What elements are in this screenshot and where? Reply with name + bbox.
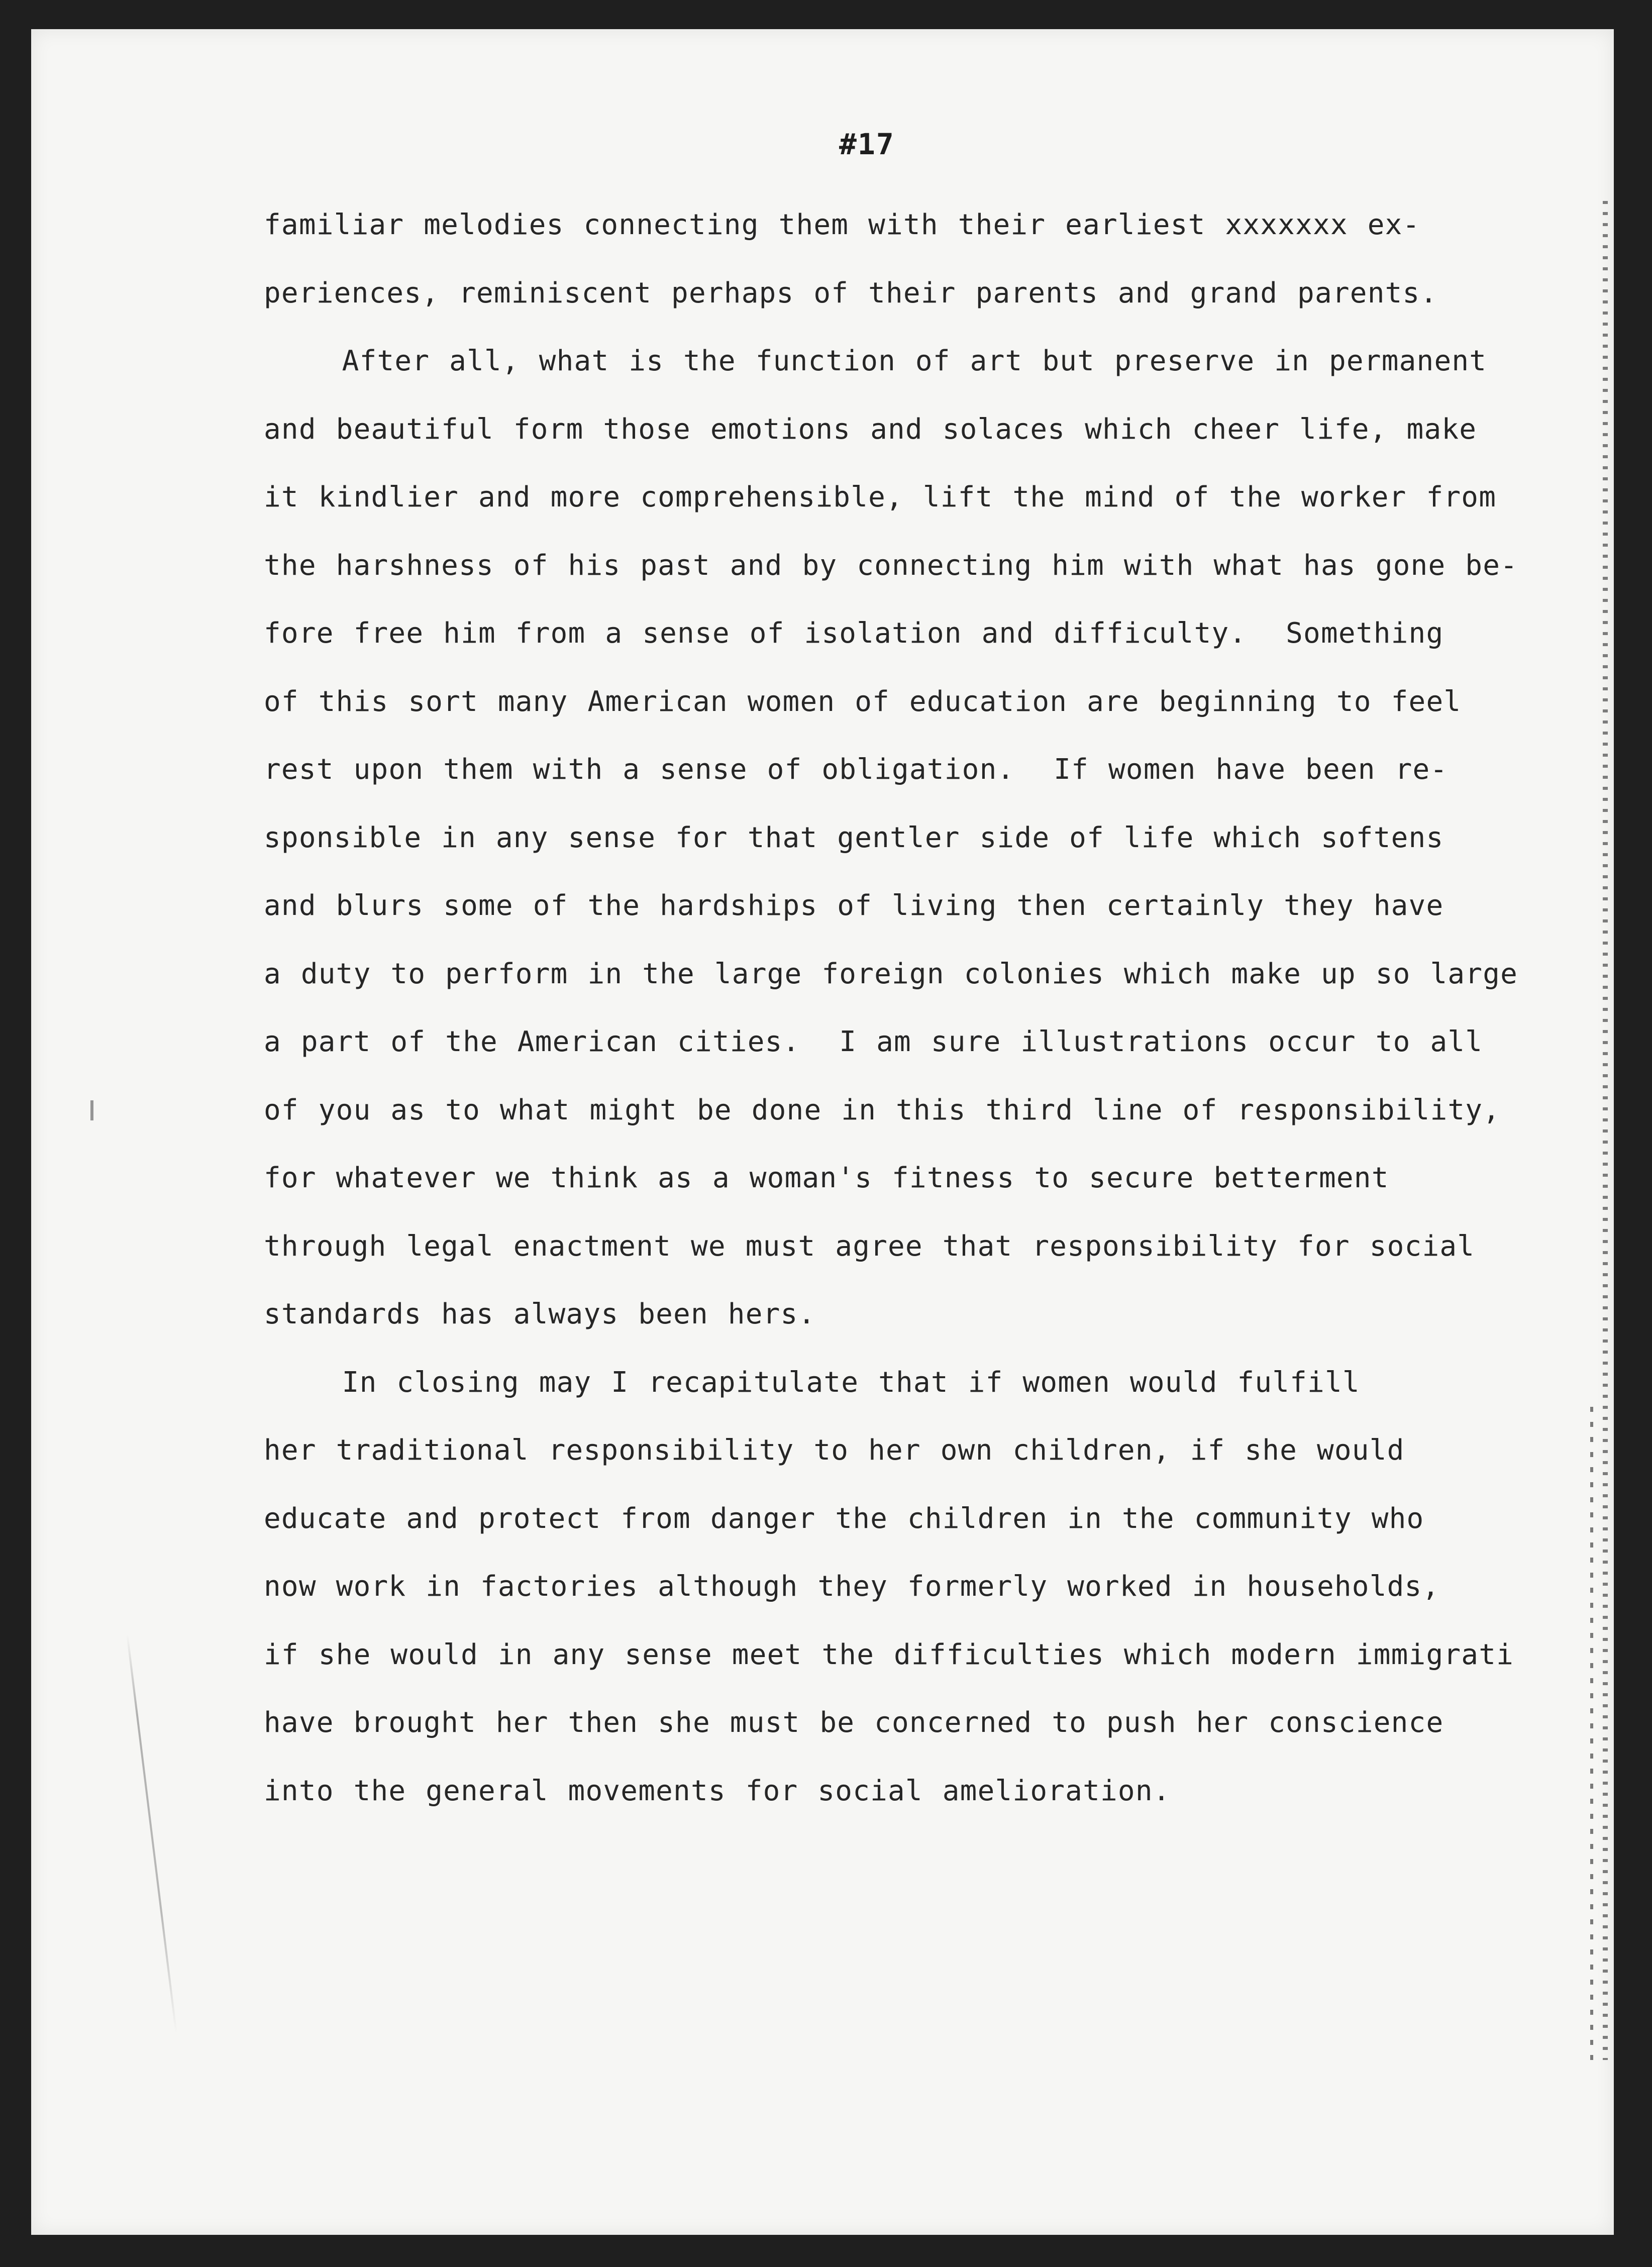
text-line: standards has always been hers. — [264, 1298, 816, 1330]
page-number: #17 — [839, 127, 895, 161]
text-line: periences, reminiscent perhaps of their parents and grand parents. — [264, 276, 1438, 310]
text-line: rest upon them with a sense of obligation. If women have been re- — [264, 753, 1448, 786]
text-line: her traditional responsibility to her own children, if she would — [264, 1434, 1405, 1467]
text-line: sponsible in any sense for that gentler side of life which softens — [264, 821, 1444, 854]
text-line: have brought her then she must be concerned to push her conscience — [264, 1706, 1444, 1739]
text-line: into the general movements for social amelioration. — [264, 1774, 1171, 1807]
text-line: a duty to perform in the large foreign colonies which make up so large — [264, 957, 1518, 990]
text-line: through legal enactment we must agree that responsibility for social — [264, 1229, 1475, 1263]
text-line: the harshness of his past and by connecting him with what has gone be- — [264, 549, 1518, 582]
text-line: After all, what is the function of art but preserve in permanent — [264, 345, 1487, 377]
text-line: educate and protect from danger the children in the community who — [264, 1502, 1424, 1535]
text-line: of you as to what might be done in this third line of responsibility, — [264, 1093, 1501, 1126]
text-line: if she would in any sense meet the difficulties which modern immigrati — [264, 1638, 1514, 1671]
text-line: a part of the American cities. I am sure illustrations occur to all — [264, 1025, 1483, 1058]
text-line: it kindlier and more comprehensible, lift the mind of the worker from — [264, 481, 1497, 513]
text-line: In closing may I recapitulate that if women would fulfill — [264, 1366, 1360, 1399]
text-line: familiar melodies connecting them with their earliest xxxxxxx ex- — [264, 209, 1420, 241]
body-text — [264, 191, 1590, 1825]
binder-edge-marks-lower — [1590, 1407, 1593, 2060]
text-line: fore free him from a sense of isolation and difficulty. Something — [264, 617, 1444, 650]
text-line: now work in factories although they formerly worked in households, — [264, 1570, 1440, 1603]
margin-tick-mark — [90, 1100, 93, 1120]
text-line: and beautiful form those emotions and solaces which cheer life, make — [264, 413, 1477, 446]
text-line: for whatever we think as a woman's fitness to secure betterment — [264, 1162, 1389, 1194]
binder-edge-marks — [1603, 201, 1608, 2060]
text-line: of this sort many American women of education are beginning to feel — [264, 685, 1462, 718]
text-line: and blurs some of the hardships of living then certainly they have — [264, 889, 1444, 922]
